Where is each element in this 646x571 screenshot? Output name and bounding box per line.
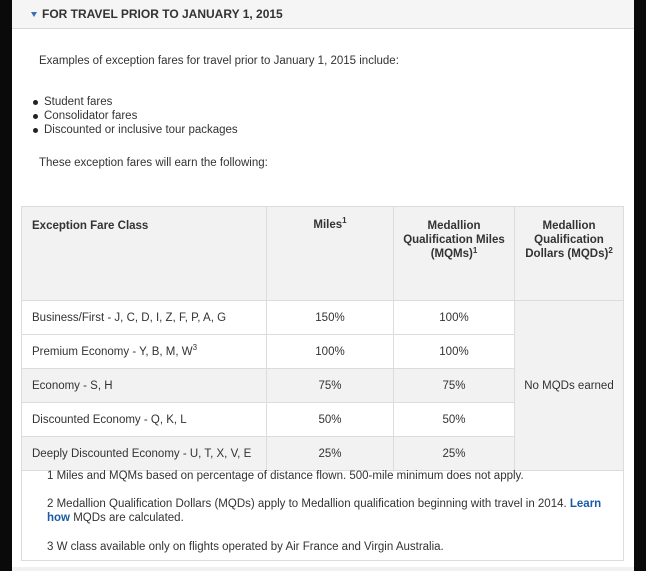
bullet-icon [33,100,38,105]
footnotes [21,457,624,561]
fare-class-cell: Premium Economy - Y, B, M, $W^3$ [22,335,267,369]
mqd-cell: No MQDs earned [515,301,624,471]
col-header-miles: Miles$^1$ [267,207,394,301]
panel-footer-strip [12,567,634,571]
intro-text: Examples of exception fares for travel prior to January 1, 2015 include: [39,55,399,67]
learn-how-link[interactable]: Learn how [47,498,602,524]
fare-class-cell: Discounted Economy - Q, K, L [22,403,267,437]
fare-types-list [33,95,238,137]
mqm-cell: 100% [394,335,515,369]
footnote-3: 3 W class available only on flights operated by Air France and Virgin Australia. [47,541,444,553]
exception-fare-table [21,206,624,471]
mqm-cell: 25% [394,437,515,471]
miles-cell: 100% [267,335,394,369]
mqm-cell: 50% [394,403,515,437]
miles-cell: 75% [267,369,394,403]
table-header-row [22,207,624,301]
miles-cell: 25% [267,437,394,471]
col-header-mqd: Medallion Qualification Dollars (MQDs)$^2$ [515,207,624,301]
list-item: Student fares [33,95,238,109]
caret-down-icon [31,12,37,17]
section-toggle[interactable] [12,0,634,29]
table-row [22,301,624,335]
footnote-2: 2 Medallion Qualification Dollars (MQDs) apply to Medallion qualification beginning with travel in 2014. Learn how MQDs are calculated. [47,498,602,524]
list-item: Discounted or inclusive tour packages [33,123,238,137]
col-header-mqm: Medallion Qualification Miles (MQMs)$^1$ [394,207,515,301]
miles-cell: 150% [267,301,394,335]
bullet-icon [33,114,38,119]
mqm-cell: 100% [394,301,515,335]
mqm-cell: 75% [394,369,515,403]
fare-class-cell: Economy - S, H [22,369,267,403]
section-title: FOR TRAVEL PRIOR TO JANUARY 1, 2015 [42,7,283,21]
content-panel [12,0,634,571]
miles-cell: 50% [267,403,394,437]
earn-text: These exception fares will earn the following: [39,157,268,169]
fare-class-cell: Deeply Discounted Economy - U, T, X, V, E [22,437,267,471]
footnote-1: 1 Miles and MQMs based on percentage of distance flown. 500-mile minimum does not apply. [47,470,524,482]
col-header-fare-class: Exception Fare Class [22,207,267,301]
fare-class-cell: Business/First - J, C, D, I, Z, F, P, A, G [22,301,267,335]
bullet-icon [33,128,38,133]
list-item: Consolidator fares [33,109,238,123]
